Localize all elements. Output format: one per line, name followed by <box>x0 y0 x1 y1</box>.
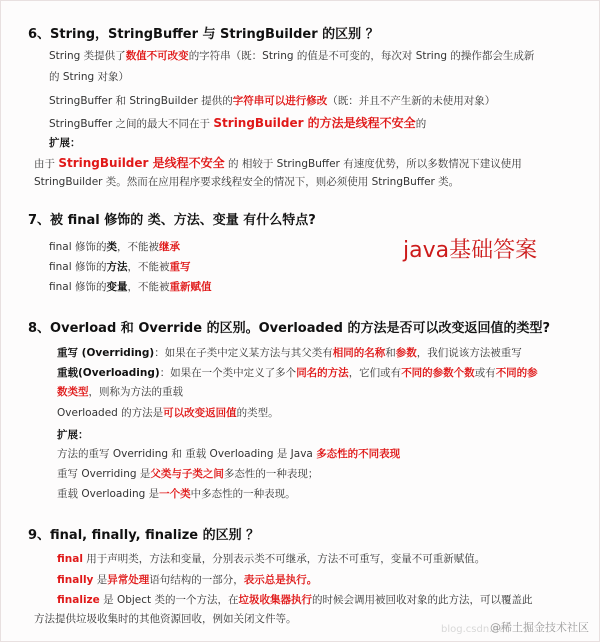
keyword: finalize <box>57 594 100 606</box>
s8-expand-label: 扩展： <box>57 429 89 441</box>
s7-line-3: final 修饰的变量，不能被重新赋值 <box>49 281 212 293</box>
s8-line-6: 方法的重写 Overriding 和 重载 Overloading 是 Java 多态性的不同表现 <box>57 448 401 460</box>
highlight: 表示总是执行。 <box>243 574 318 586</box>
s9-line-2: finally 是异常处理语句结构的一部分，表示总是执行。 <box>57 574 318 586</box>
s9-line-1: final 用于声明类，方法和变量，分别表示类不可继承，方法不可重写，变量不可重新赋值。 <box>57 553 486 565</box>
highlight: 垃圾收集器执行 <box>238 594 312 606</box>
s6-line-3: StringBuffer 和 StringBuilder 提供的字符串可以进行修改（既：并且不产生新的未使用对象） <box>49 95 496 107</box>
highlight: 参数 <box>395 347 417 359</box>
credit-watermark: @稀土掘金技术社区 <box>490 621 589 634</box>
section-7-title: 7、被 final 修饰的 类、方法、变量 有什么特点? <box>28 213 316 228</box>
highlight: 一个类 <box>159 488 191 500</box>
highlight: 可以改变返回值 <box>163 407 237 419</box>
highlight: 字符串可以进行修改 <box>232 95 328 107</box>
s8-line-2: 重载(Overloading)：如果在一个类中定义了多个同名的方法，它们或有不同的参数个数或有不同的参 <box>57 367 538 379</box>
s6-line-1: String 类提供了数值不可改变的字符串（既：String 的值是不可变的，每次对 String 的操作都会生成新 <box>49 50 535 62</box>
s8-line-8: 重载 Overloading 是一个类中多态性的一种表现。 <box>57 488 296 500</box>
section-6-title: 6、String，StringBuffer 与 StringBuilder 的区别 ？ <box>28 27 379 42</box>
keyword: final <box>57 553 83 565</box>
s7-line-1: final 修饰的类，不能被继承 <box>49 241 180 253</box>
highlight: 重写 <box>169 261 191 273</box>
section-8-title: 8、Overload 和 Override 的区别。Overloaded 的方法是否可以改变返回值的类型? <box>28 321 550 336</box>
s9-line-4: 方法提供垃圾收集时的其他资源回收，例如关闭文件等。 <box>34 613 297 625</box>
s6-line-7: StringBuilder 类。然而在应用程序要求线程安全的情况下，则必须使用 StringBuffer 类。 <box>34 176 460 188</box>
highlight: 数类型 <box>57 386 89 398</box>
highlight: 多态性的不同表现 <box>316 448 401 460</box>
highlight: 数值不可改变 <box>125 50 189 62</box>
s6-line-2: 的 String 对象） <box>49 71 130 83</box>
keyword: finally <box>57 574 94 586</box>
s8-line-7: 重写 Overriding 是父类与子类之间多态性的一种表现； <box>57 468 319 480</box>
s8-line-4: Overloaded 的方法是可以改变返回值的类型。 <box>57 407 279 419</box>
highlight: 同名的方法 <box>296 367 349 379</box>
highlight: 继承 <box>158 241 180 253</box>
section-9-title: 9、final, finally, finalize 的区别 ？ <box>28 528 260 543</box>
s6-line-6: 由于 StringBuilder 是线程不安全 的 相较于 StringBuffer 有速度优势，所以多数情况下建议使用 <box>34 156 522 170</box>
watermark-label: java基础答案 <box>403 238 538 263</box>
s8-line-3: 数类型，则称为方法的重载 <box>57 386 183 398</box>
s6-line-4: StringBuffer 之间的最大不同在于 StringBuilder 的方法是线程不安全的 <box>49 116 427 130</box>
highlight: StringBuilder 是线程不安全 <box>58 156 225 170</box>
highlight: 重新赋值 <box>169 281 212 293</box>
highlight: 不同的参数个数 <box>401 367 475 379</box>
highlight: 父类与子类之间 <box>150 468 224 480</box>
s6-expand-label: 扩展： <box>49 137 81 149</box>
s7-line-2: final 修饰的方法，不能被重写 <box>49 261 191 273</box>
highlight: StringBuilder 的方法是线程不安全 <box>213 116 416 130</box>
s9-line-3: finalize 是 Object 类的一个方法，在垃圾收集器执行的时候会调用被回收对象的此方法，可以覆盖此 <box>57 594 533 606</box>
highlight: 异常处理 <box>107 574 150 586</box>
highlight: 不同的参 <box>495 367 538 379</box>
highlight: 相同的名称 <box>332 347 386 359</box>
s8-line-1: 重写 (Overriding)：如果在子类中定义某方法与其父类有相同的名称和参数，我们说该方法被重写 <box>57 347 522 359</box>
blog-watermark: blog.csdn.net <box>441 624 509 635</box>
